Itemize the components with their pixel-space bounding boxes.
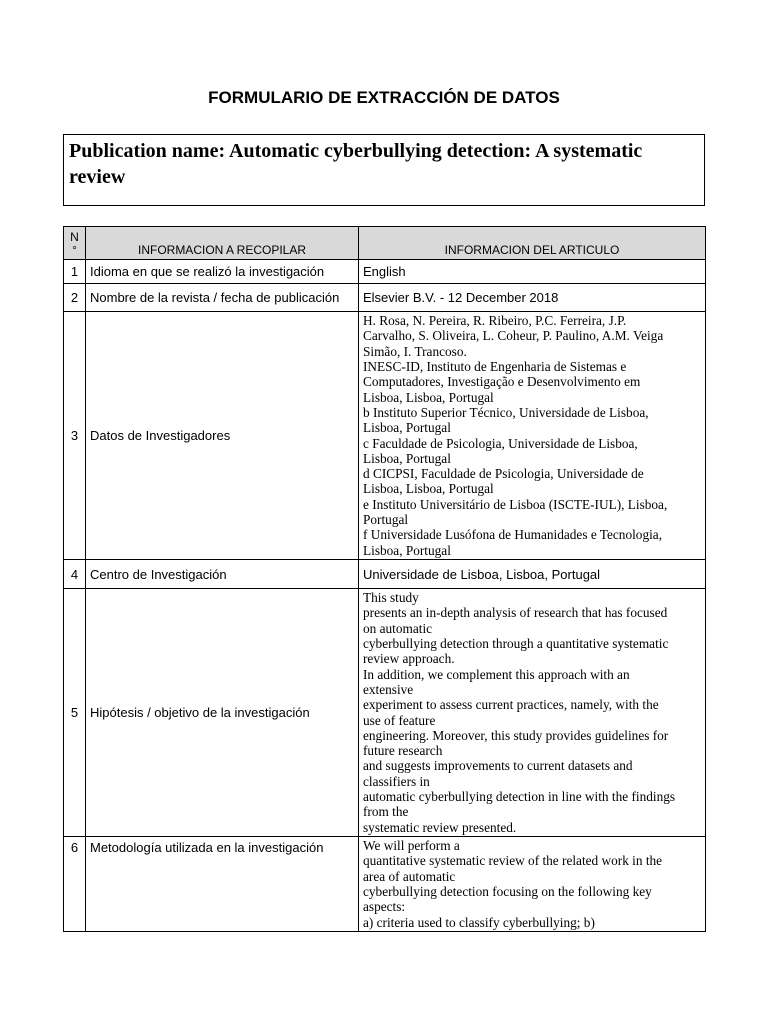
table-row: [64, 260, 706, 284]
row-value: We will perform a quantitative systematic review of the related work in the area of automatic cyberbullying detection focusing on the following key aspects: a) criteria used to classify cyberbullying; b): [359, 837, 706, 932]
table-header-row: [64, 227, 706, 260]
row-label: Hipótesis / objetivo de la investigación: [86, 589, 359, 837]
publication-name: Publication name: Automatic cyberbullying detection: A systematic review: [69, 140, 643, 188]
table-row: [64, 837, 706, 932]
row-label: Centro de Investigación: [86, 560, 359, 589]
publication-box: [63, 134, 705, 206]
row-label: Idioma en que se realizó la investigación: [86, 260, 359, 284]
row-label: Nombre de la revista / fecha de publicación: [86, 284, 359, 312]
row-value: This study presents an in-depth analysis of research that has focused on automatic cyberbullying detection through a quantitative systematic review approach. In addition, we complement this approach with an extensive experiment to assess current practices, namely, with the use of feature engineering. Moreover, this study provides guidelines for future research and suggests improvements to current datasets and classifiers in automatic cyberbullying detection in line with the findings from the systematic review presented.: [359, 589, 706, 837]
data-extraction-table: [63, 226, 706, 932]
row-value: H. Rosa, N. Pereira, R. Ribeiro, P.C. Ferreira, J.P. Carvalho, S. Oliveira, L. Coheur, P. Paulino, A.M. Veiga Simão, I. Trancoso. INESC-ID, Instituto de Engenharia de Sistemas e Computadores, Investigação e Desenvolvimento em Lisboa, Lisboa, Portugal b Instituto Superior Técnico, Universidade de Lisboa, Lisboa, Portugal c Faculdade de Psicologia, Universidade de Lisboa, Lisboa, Portugal d CICPSI, Faculdade de Psicologia, Universidade de Lisboa, Lisboa, Portugal e Instituto Universitário de Lisboa (ISCTE-IUL), Lisboa, Portugal f Universidade Lusófona de Humanidades e Tecnologia, Lisboa, Portugal: [359, 312, 706, 560]
table-row: [64, 312, 706, 560]
row-number: 6: [64, 837, 86, 932]
row-number: 2: [64, 284, 86, 312]
table-row: [64, 284, 706, 312]
row-value: English: [359, 260, 706, 284]
table-row: [64, 589, 706, 837]
row-value: Elsevier B.V. - 12 December 2018: [359, 284, 706, 312]
page-title: FORMULARIO DE EXTRACCIÓN DE DATOS: [208, 88, 560, 107]
row-value: Universidade de Lisboa, Lisboa, Portugal: [359, 560, 706, 589]
row-number: 5: [64, 589, 86, 837]
header-article-info: INFORMACION DEL ARTICULO: [359, 227, 706, 260]
header-number: N °: [64, 227, 86, 260]
row-label: Metodología utilizada en la investigación: [86, 837, 359, 932]
header-info-to-collect: INFORMACION A RECOPILAR: [86, 227, 359, 260]
table-row: [64, 560, 706, 589]
row-label: Datos de Investigadores: [86, 312, 359, 560]
row-number: 3: [64, 312, 86, 560]
row-number: 1: [64, 260, 86, 284]
row-number: 4: [64, 560, 86, 589]
